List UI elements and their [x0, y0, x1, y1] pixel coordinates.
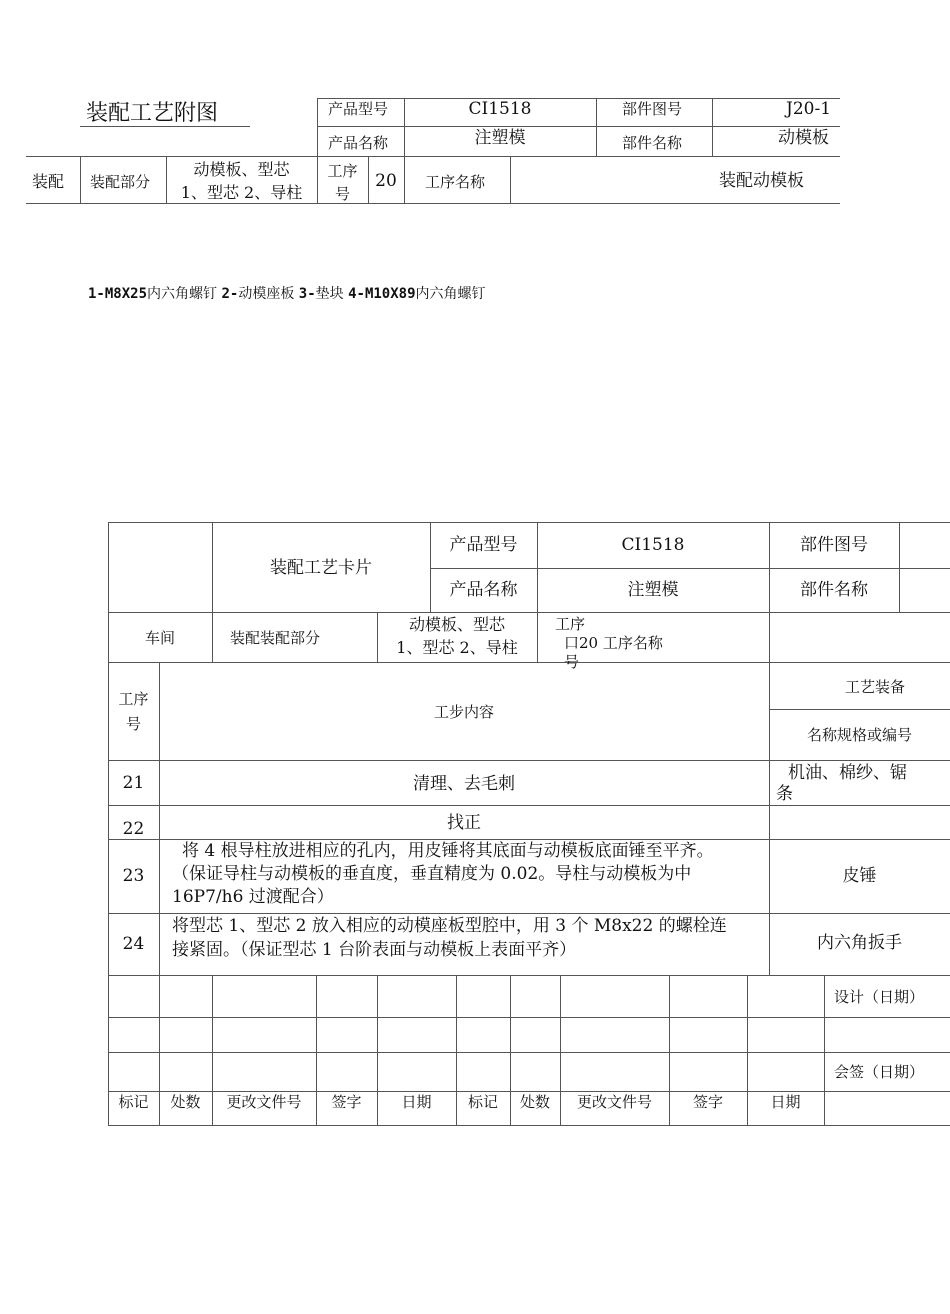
legend-part-4-code: 4-M10X89 [348, 286, 416, 302]
card-label-product-model: 产品型号 [449, 535, 518, 555]
step-no: 21 [122, 773, 145, 793]
footer-mark-1: 标记 [118, 1093, 149, 1111]
legend-part-2-code: 2- [221, 286, 239, 302]
legend-part-3-text: 垫块 [315, 286, 344, 302]
col-step-no-2: 号 [125, 715, 141, 733]
step-content-line-2: 接紧固。（保证型芯 1 台阶表面与动模板上表面平齐） [172, 940, 577, 960]
footer-date-2: 日期 [770, 1093, 801, 1111]
card-value-product-model: CI1518 [621, 535, 685, 555]
card-title: 装配工艺卡片 [270, 558, 372, 578]
col-equipment-spec: 名称规格或编号 [807, 726, 913, 744]
footer-change-doc-1: 更改文件号 [226, 1093, 302, 1111]
card-process-cell [538, 613, 769, 671]
value-part-drawing-no: J20-1 [786, 99, 832, 119]
step-equipment-line-2: 条 [776, 784, 793, 804]
step-content-line-1: 将 4 根导柱放进相应的孔内，用皮锤将其底面与动模板底面锤至平齐。 [182, 841, 714, 861]
step-content-line-3: 16P7/h6 过渡配合） [172, 887, 334, 907]
card-process-line-2: 口20 工序名称 [564, 634, 663, 652]
step-content-line-1: 清理、去毛刺 [413, 774, 515, 794]
footer-signature-1: 签字 [331, 1093, 362, 1111]
legend-part-4-text: 内六角螺钉 [415, 286, 486, 302]
step-no: 24 [122, 934, 145, 954]
card-label-part-name: 部件名称 [800, 580, 868, 600]
label-part-name: 部件名称 [622, 134, 683, 152]
card-label-part-drawing-no: 部件图号 [800, 535, 868, 555]
section-line-1: 动模板、型芯 [193, 160, 290, 179]
step-no: 23 [122, 866, 145, 886]
label-product-model: 产品型号 [328, 100, 389, 118]
step-equipment-line-1: 内六角扳手 [817, 933, 902, 953]
countersign-date-label: 会签（日期） [834, 1063, 925, 1081]
card-assembly-section: 装配装配部分 [230, 629, 321, 647]
col-step-no-1: 工序 [118, 690, 149, 708]
card-process-line-1: 工序 [555, 615, 586, 633]
label-process-name: 工序名称 [425, 173, 486, 191]
footer-mark-2: 标记 [467, 1093, 498, 1111]
col-step-content: 工步内容 [433, 703, 494, 721]
footer-change-doc-2: 更改文件号 [576, 1093, 652, 1111]
label-product-name: 产品名称 [328, 134, 389, 152]
card-section-line-2: 1、型芯 2、导柱 [396, 638, 518, 657]
value-process-name: 装配动模板 [719, 171, 804, 191]
design-date-label: 设计（日期） [834, 988, 925, 1006]
card-process-line-3: 号 [564, 653, 580, 671]
col-equipment: 工艺装备 [845, 678, 906, 696]
step-equipment-line-1: 机油、棉纱、锯 [788, 763, 907, 783]
footer-count-1: 处数 [170, 1093, 201, 1111]
label-assembly-section: 装配部分 [90, 173, 151, 191]
footer-count-2: 处数 [519, 1093, 550, 1111]
value-part-name: 动模板 [778, 128, 829, 148]
label-part-drawing-no: 部件图号 [622, 100, 683, 118]
parts-legend [88, 286, 486, 303]
card-workshop: 车间 [144, 629, 175, 647]
footer-signature-2: 签字 [692, 1093, 723, 1111]
legend-part-2-text: 动模座板 [238, 286, 295, 302]
label-process-no-1: 工序 [327, 162, 358, 180]
legend-part-1-text: 内六角螺钉 [147, 286, 218, 302]
page-title: 装配工艺附图 [86, 101, 219, 126]
step-no: 22 [122, 819, 145, 839]
value-product-model: CI1518 [468, 99, 532, 119]
legend-part-3-code: 3- [298, 286, 316, 302]
card-section-line-1: 动模板、型芯 [408, 615, 505, 634]
step-content-line-1: 将型芯 1、型芯 2 放入相应的动模座板型腔中，用 3 个 M8x22 的螺栓连 [172, 916, 727, 936]
legend-part-1-code: 1-M8X25 [88, 286, 148, 302]
workshop-value: 装配 [32, 172, 65, 191]
label-process-no-2: 号 [334, 185, 350, 203]
value-product-name: 注塑模 [474, 128, 526, 148]
card-value-product-name: 注塑模 [627, 580, 679, 600]
section-line-2: 1、型芯 2、导柱 [180, 183, 303, 202]
step-content-line-1: 找正 [447, 813, 481, 833]
card-label-product-name: 产品名称 [449, 580, 518, 600]
step-content-line-2: （保证导柱与动模板的垂直度，垂直精度为 0.02。导柱与动模板为中 [172, 864, 692, 884]
value-process-no: 20 [375, 171, 397, 191]
step-equipment-line-1: 皮锤 [842, 866, 877, 886]
footer-date-1: 日期 [401, 1093, 432, 1111]
